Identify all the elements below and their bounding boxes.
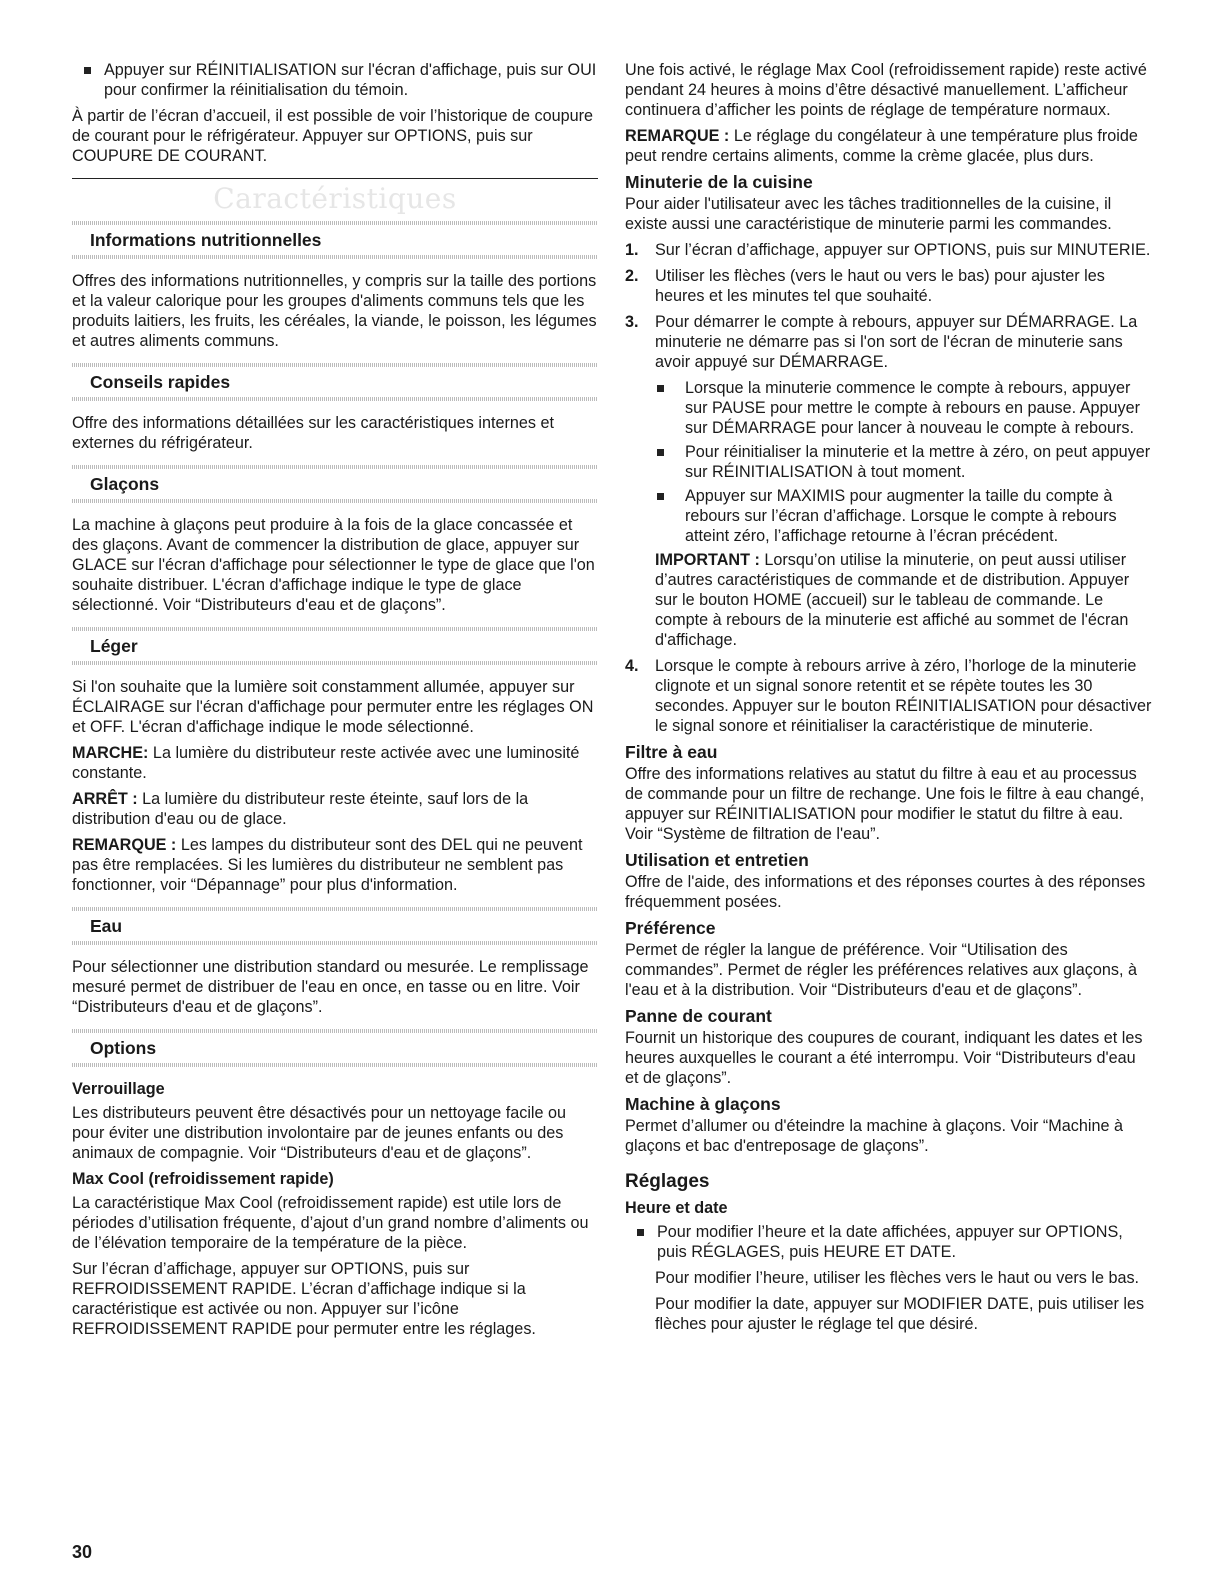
timer-heading: Minuterie de la cuisine (625, 172, 813, 192)
nutrition-heading: Informations nutritionnelles (72, 221, 598, 259)
important-note (625, 550, 1153, 650)
tips-text: Offre des informations détaillées sur les caractéristiques internes et externes du réfrigérateur. (72, 414, 554, 452)
use-care-text: Offre de l'aide, des informations et des réponses courtes à des réponses fréquemment posées. (625, 873, 1146, 911)
ice-heading: Glaçons (72, 465, 598, 503)
time-bullet: Pour modifier l’heure et la date affichées, appuyer sur OPTIONS, puis RÉGLAGES, puis HEURE ET DATE. (625, 1222, 1153, 1262)
outage-text: Fournit un historique des coupures de courant, indiquant les dates et les heures auxquelles le courant a été interrompu. Voir “Distributeurs d'eau et de glaçons”. (625, 1029, 1143, 1087)
sub-bullet-maximize: Appuyer sur MAXIMIS pour augmenter la taille du compte à rebours sur l’écran d’affichage. Lorsque le compte à rebours atteint zéro, l’affichage retourne à l’écran précédent. (625, 486, 1153, 546)
section-divider (72, 178, 598, 179)
lock-text: Les distributeurs peuvent être désactivés pour un nettoyage facile ou pour éviter une distribution involontaire par de jeunes enfants ou des animaux de compagnie. Voir “Distributeurs d'eau et de glaçons”. (72, 1104, 567, 1162)
maxcool-text-2: Sur l’écran d’affichage, appuyer sur OPTIONS, puis sur REFROIDISSEMENT RAPIDE. L’écran d’affichage indique si la caractéristique est activée ou non. Appuyer sur l’icône REFROIDISSEMENT RAPIDE pour permuter entre les réglages. (72, 1260, 536, 1338)
freezer-note-text: Le réglage du congélateur à une température plus froide peut rendre certains aliments, comme la crème glacée, plus durs. (625, 127, 1138, 165)
time-paragraph-2: Pour modifier la date, appuyer sur MODIFIER DATE, puis utiliser les flèches pour ajuster le réglage tel que désiré. (655, 1295, 1145, 1333)
note-label: REMARQUE : (72, 836, 177, 854)
icemaker-text: Permet d’allumer ou d'éteindre la machine à glaçons. Voir “Machine à glaçons et bac d'entreposage de glaçons”. (625, 1117, 1123, 1155)
tips-heading: Conseils rapides (72, 363, 598, 401)
settings-heading: Réglages (625, 1171, 710, 1192)
page-number: 30 (72, 1542, 93, 1562)
ice-text: La machine à glaçons peut produire à la fois de la glace concassée et des glaçons. Avant de commencer la distribution de glace, appuyer sur GLACE sur l'écran d'affichage pour sélectionner le type de glace que l'on souhaite distribuer. L'écran d'affichage indique le type de glace sélectionné. Voir “Distributeurs d'eau et de glaçons”. (72, 516, 595, 614)
water-heading: Eau (72, 907, 598, 945)
step-number: 1. (625, 241, 639, 259)
nutrition-text: Offres des informations nutritionnelles, y compris sur la taille des portions et la valeur calorique pour les groupes d'aliments communs tels que les produits laitiers, les fruits, les céréales, la viande, le poisson, les légumes et autres aliments communs. (72, 272, 597, 350)
preference-text: Permet de régler la langue de préférence. Voir “Utilisation des commandes”. Permet de régler les préférences relatives aux glaçons, à l'eau et à la distribution. Voir “Distributeurs d'eau et de glaçons”. (625, 941, 1137, 999)
step-text: Sur l’écran d’affichage, appuyer sur OPTIONS, puis sur MINUTERIE. (655, 241, 1151, 259)
intro-bullet: Appuyer sur RÉINITIALISATION sur l'écran d'affichage, puis sur OUI pour confirmer la réinitialisation du témoin. (72, 60, 598, 100)
lock-heading: Verrouillage (72, 1080, 165, 1098)
step-text: Pour démarrer le compte à rebours, appuyer sur DÉMARRAGE. La minuterie ne démarre pas si l'on sort de l'écran de minuterie sans avoir appuyé sur DÉMARRAGE. (655, 313, 1138, 371)
step-number: 4. (625, 657, 639, 675)
options-heading: Options (72, 1029, 598, 1067)
maxcool-text-1: La caractéristique Max Cool (refroidissement rapide) est utile lors de périodes d’utilisation fréquente, d’ajout d’un grand nombre d’aliments ou de l’élévation temporaire de la température de la pièce. (72, 1194, 589, 1252)
light-text: Si l'on souhaite que la lumière soit constamment allumée, appuyer sur ÉCLAIRAGE sur l'écran d'affichage pour permuter entre les réglages ON et OFF. L'écran d'affichage indique le mode sélectionné. (72, 678, 594, 736)
light-on-paragraph (72, 743, 598, 783)
important-text: Lorsqu’on utilise la minuterie, on peut aussi utiliser d’autres caractéristiques de commande et de distribution. Appuyer sur le bouton HOME (accueil) sur le tableau de commande. Le compte à rebours de la minuterie est affiché au sommet de l'écran d'affichage. (655, 551, 1130, 649)
intro-paragraph: À partir de l’écran d’accueil, il est possible de voir l’historique de coupure de courant pour le réfrigérateur. Appuyer sur OPTIONS, puis sur COUPURE DE COURANT. (72, 107, 593, 165)
step-number: 2. (625, 267, 639, 285)
off-text: La lumière du distributeur reste éteinte, sauf lors de la distribution d'eau ou de glace. (72, 790, 529, 828)
filter-heading: Filtre à eau (625, 742, 718, 762)
off-label: ARRÊT : (72, 790, 138, 808)
freezer-note (625, 126, 1153, 166)
use-care-heading: Utilisation et entretien (625, 850, 809, 870)
maxcool-continued: Une fois activé, le réglage Max Cool (refroidissement rapide) reste activé pendant 24 heures à moins d’être désactivé manuellement. L’afficheur continuera d’afficher les points de réglage de température normaux. (625, 61, 1147, 119)
sub-bullet-reset: Pour réinitialiser la minuterie et la mettre à zéro, on peut appuyer sur RÉINITIALISATION à tout moment. (625, 442, 1153, 482)
step-2 (625, 266, 1153, 306)
time-paragraph-1: Pour modifier l’heure, utiliser les flèches vers le haut ou vers le bas. (655, 1269, 1140, 1287)
important-label: IMPORTANT : (655, 551, 760, 569)
right-column (625, 60, 1153, 1340)
outage-heading: Panne de courant (625, 1006, 772, 1026)
freezer-note-label: REMARQUE : (625, 127, 730, 145)
on-label: MARCHE: (72, 744, 149, 762)
water-text: Pour sélectionner une distribution standard ou mesurée. Le remplissage mesuré permet de distribuer de l'eau en once, en tasse ou en litre. Voir “Distributeurs d'eau et de glaçons”. (72, 958, 589, 1016)
maxcool-heading: Max Cool (refroidissement rapide) (72, 1170, 334, 1188)
step-1 (625, 240, 1153, 260)
light-note-paragraph (72, 835, 598, 895)
filter-text: Offre des informations relatives au statut du filtre à eau et au processus de commande pour un filtre de rechange. Une fois le filtre à eau changé, appuyer sur RÉINITIALISATION pour modifier le statut du filtre à eau. Voir “Système de filtration de l'eau”. (625, 765, 1145, 843)
step-text: Lorsque le compte à rebours arrive à zéro, l’horloge de la minuterie clignote et un signal sonore retentit et se répète toutes les 30 secondes. Appuyer sur le bouton RÉINITIALISATION pour désactiver le signal sonore et réinitialiser la caractéristique de minuterie. (655, 657, 1152, 735)
section-title: Caractéristiques (213, 182, 457, 215)
preference-heading: Préférence (625, 918, 716, 938)
time-date-heading: Heure et date (625, 1199, 728, 1217)
light-heading: Léger (72, 627, 598, 665)
timer-text: Pour aider l'utilisateur avec les tâches traditionnelles de la cuisine, il existe aussi une caractéristique de minuterie parmi les commandes. (625, 195, 1112, 233)
icemaker-heading: Machine à glaçons (625, 1094, 781, 1114)
step-number: 3. (625, 313, 639, 331)
light-off-paragraph (72, 789, 598, 829)
note-text: Les lampes du distributeur sont des DEL qui ne peuvent pas être remplacées. Si les lumières du distributeur ne semblent pas fonctionner, voir “Dépannage” pour plus d'information. (72, 836, 583, 894)
left-column (72, 60, 598, 1345)
step-text: Utiliser les flèches (vers le haut ou vers le bas) pour ajuster les heures et les minutes tel que souhaité. (655, 267, 1105, 305)
step-3 (625, 312, 1153, 372)
step-4 (625, 656, 1153, 736)
sub-bullet-pause: Lorsque la minuterie commence le compte à rebours, appuyer sur PAUSE pour mettre le compte à rebours en pause. Appuyer sur DÉMARRAGE pour lancer à nouveau le compte à rebours. (625, 378, 1153, 438)
on-text: La lumière du distributeur reste activée avec une luminosité constante. (72, 744, 580, 782)
